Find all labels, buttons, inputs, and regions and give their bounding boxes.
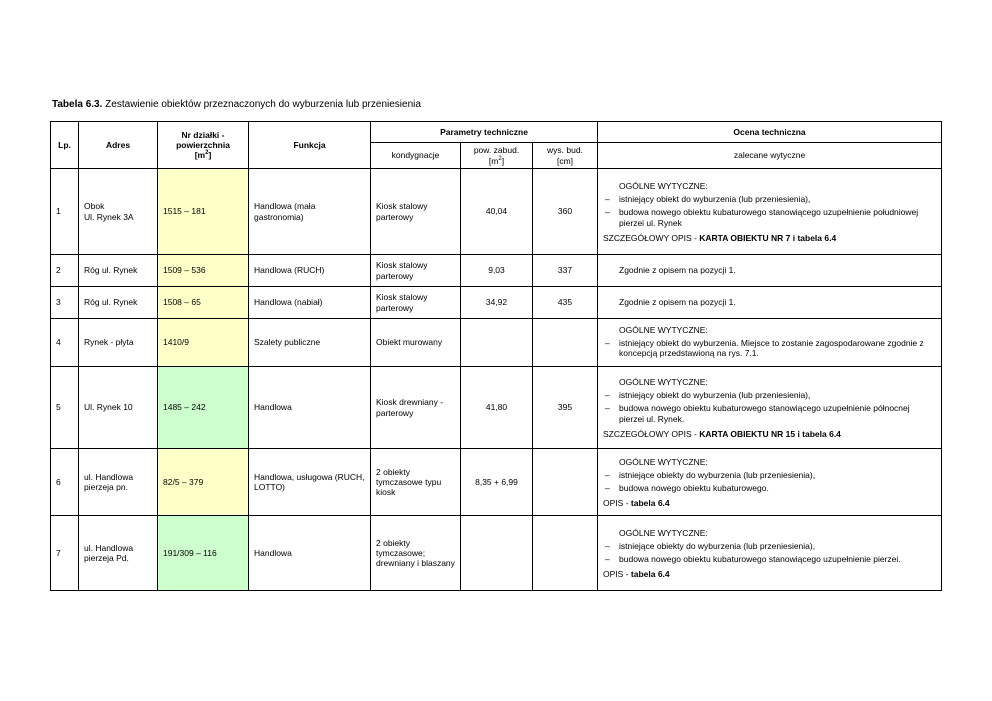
cell-lp: 5 [51,367,79,449]
objects-table [50,121,942,591]
table-row [51,169,942,255]
cell-kondygnacje: 2 obiekty tymczasowe typu kiosk [371,449,461,516]
ocena-heading: OGÓLNE WYTYCZNE: [619,324,708,335]
ocena-item: – budowa nowego obiektu kubaturowego. [603,483,936,493]
cell-kondygnacje: Kiosk stalowy parterowy [371,255,461,287]
ocena-footer: SZCZEGÓŁOWY OPIS - KARTA OBIEKTU NR 7 i tabela 6.4 [603,232,837,243]
cell-dzialka: 1410/9 [158,319,249,367]
header-ocena: Ocena techniczna [598,122,942,143]
cell-pow: 41,80 [461,367,533,449]
cell-wys [533,449,598,516]
header-zalecane: zalecane wytyczne [598,143,942,169]
header-wys-bud: wys. bud. [cm] [533,143,598,169]
cell-dzialka: 1508 – 65 [158,287,249,319]
cell-ocena: Zgodnie z opisem na pozycji 1. [598,287,942,319]
cell-pow [461,516,533,591]
cell-pow: 8,35 + 6,99 [461,449,533,516]
cell-pow [461,319,533,367]
cell-adres: Obok Ul. Rynek 3A [79,169,158,255]
cell-dzialka: 1485 – 242 [158,367,249,449]
ocena-heading: OGÓLNE WYTYCZNE: [619,181,708,192]
cell-pow: 40,04 [461,169,533,255]
cell-lp: 2 [51,255,79,287]
cell-adres: ul. Handlowa pierzeja pn. [79,449,158,516]
caption-label: Tabela 6.3. [52,99,103,110]
cell-ocena [598,319,942,367]
ocena-item: – istniejący obiekt do wyburzenia (lub przeniesienia), [603,194,936,204]
cell-wys: 360 [533,169,598,255]
ocena-footer: OPIS - tabela 6.4 [603,498,670,509]
ocena-item: – istniejące obiekty do wyburzenia (lub przeniesienia), [603,470,936,480]
cell-wys: 435 [533,287,598,319]
ocena-item: – budowa nowego obiektu kubaturowego stanowiącego uzupełnienie południowej pierzei ul. Rynek [603,207,936,227]
ocena-item: – budowa nowego obiektu kubaturowego stanowiącego uzupełnienie pierzei. [603,554,936,564]
cell-wys: 395 [533,367,598,449]
cell-funkcja: Handlowa, usługowa (RUCH, LOTTO) [249,449,371,516]
cell-ocena: Zgodnie z opisem na pozycji 1. [598,255,942,287]
caption-text: Zestawienie obiektów przeznaczonych do wyburzenia lub przeniesienia [102,99,421,110]
table-row [51,255,942,287]
table-row [51,287,942,319]
cell-ocena [598,516,942,591]
header-pow-zabud: pow. zabud. $[m^2]$ [461,143,533,169]
ocena-item: – istniejące obiekty do wyburzenia (lub przeniesienia), [603,541,936,551]
header-funkcja: Funkcja [249,122,371,169]
cell-ocena [598,367,942,449]
ocena-item: – budowa nowego obiektu kubaturowego stanowiącego uzupełnienie północnej pierzei ul. Rynek. [603,403,936,423]
header-row [51,122,942,143]
cell-lp: 6 [51,449,79,516]
cell-wys [533,319,598,367]
cell-adres: Rynek - płyta [79,319,158,367]
ocena-footer: SZCZEGÓŁOWY OPIS - KARTA OBIEKTU NR 15 i tabela 6.4 [603,428,841,439]
cell-funkcja: Handlowa (mała gastronomia) [249,169,371,255]
cell-lp: 3 [51,287,79,319]
cell-lp: 7 [51,516,79,591]
table-caption [52,99,421,110]
cell-funkcja: Handlowa (nabiał) [249,287,371,319]
header-lp: Lp. [51,122,79,169]
ocena-heading: OGÓLNE WYTYCZNE: [619,377,708,388]
table-row [51,516,942,591]
header-parametry: Parametry techniczne [371,122,598,143]
cell-dzialka: 191/309 – 116 [158,516,249,591]
table-row [51,319,942,367]
cell-funkcja: Szalety publiczne [249,319,371,367]
cell-adres: Ul. Rynek 10 [79,367,158,449]
table-row [51,449,942,516]
ocena-heading: OGÓLNE WYTYCZNE: [619,527,708,538]
cell-dzialka: 1515 – 181 [158,169,249,255]
ocena-item: – istniejący obiekt do wyburzenia (lub przeniesienia), [603,390,936,400]
cell-adres: Róg ul. Rynek [79,287,158,319]
ocena-footer: OPIS - tabela 6.4 [603,569,670,580]
cell-wys [533,516,598,591]
cell-dzialka: 82/5 – 379 [158,449,249,516]
header-kondygnacje: kondygnacje [371,143,461,169]
ocena-item: – istniejący obiekt do wyburzenia. Miejsce to zostanie zagospodarowane zgodnie z koncepcją przedstawioną na rys. 7.1. [603,338,936,358]
cell-kondygnacje: Kiosk drewniany - parterowy [371,367,461,449]
cell-funkcja: Handlowa [249,367,371,449]
cell-funkcja: Handlowa [249,516,371,591]
header-adres: Adres [79,122,158,169]
ocena-heading: OGÓLNE WYTYCZNE: [619,456,708,467]
cell-lp: 1 [51,169,79,255]
cell-dzialka: 1509 – 536 [158,255,249,287]
cell-adres: Róg ul. Rynek [79,255,158,287]
cell-kondygnacje: Kiosk stalowy parterowy [371,169,461,255]
cell-ocena [598,449,942,516]
cell-kondygnacje: Kiosk stalowy parterowy [371,287,461,319]
cell-kondygnacje: 2 obiekty tymczasowe; drewniany i blaszany [371,516,461,591]
cell-pow: 34,92 [461,287,533,319]
cell-funkcja: Handlowa (RUCH) [249,255,371,287]
header-nr-dzialki: Nr działki - powierzchnia $[m^2]$ [158,122,249,169]
table-row [51,367,942,449]
cell-wys: 337 [533,255,598,287]
cell-pow: 9,03 [461,255,533,287]
cell-kondygnacje: Obiekt murowany [371,319,461,367]
cell-lp: 4 [51,319,79,367]
cell-ocena [598,169,942,255]
cell-adres: ul. Handlowa pierzeja Pd. [79,516,158,591]
